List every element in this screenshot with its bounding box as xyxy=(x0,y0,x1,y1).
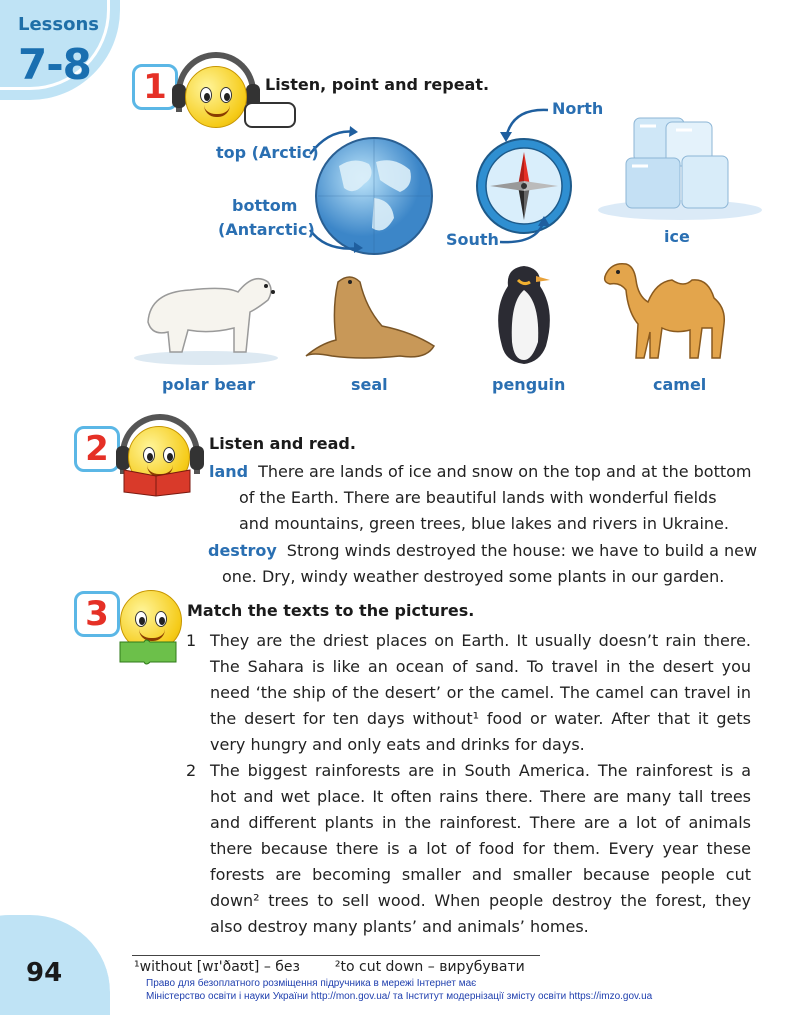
legal-notice-line-2: Міністерство освіти і науки України http://mon.gov.ua/ та Інститут модернізації змісту освіти https://imzo.gov.ua xyxy=(146,991,653,1002)
exercise-1-number: 1 xyxy=(132,64,178,110)
footnote-2: ²to cut down – вирубувати xyxy=(334,959,525,975)
exercise-1-instruction: Listen, point and repeat. xyxy=(265,75,490,94)
footnote-divider xyxy=(132,955,540,956)
penguin-illustration xyxy=(484,262,564,368)
label-polar-bear: polar bear xyxy=(162,375,256,394)
label-camel: camel xyxy=(653,375,707,394)
label-ice: ice xyxy=(664,227,690,246)
entry-word: land xyxy=(209,462,249,481)
speech-bubble xyxy=(244,102,296,128)
label-south: South xyxy=(446,230,499,249)
exercise-3-instruction: Match the texts to the pictures. xyxy=(187,601,475,620)
legal-notice-line-1: Право для безоплатного розміщення підручника в мережі Інтернет має xyxy=(146,978,477,989)
exercise-2-instruction: Listen and read. xyxy=(209,434,356,453)
match-texts xyxy=(186,628,751,940)
footnote-1: ¹without [wɪ'ðaʊt] – без xyxy=(134,959,300,975)
label-bottom: bottom xyxy=(232,196,298,215)
entry-destroy: destroy Strong winds destroyed the house: we have to build a new one. Dry, windy weather destroyed some plants in our garden. xyxy=(208,541,758,586)
ice-cubes-illustration xyxy=(596,106,764,222)
list-item: 1 They are the driest places on Earth. It usually doesn’t rain there. The Sahara is like an ocean of sand. To travel in the desert you need ‘the ship of the desert’ or the camel. The camel can travel in the desert for ten days without¹ food or water. After that it gets very hungry and only eats and drinks for days. xyxy=(186,631,751,754)
entry-land: land There are lands of ice and snow on the top and at the bottom of the Earth. There are beautiful lands with wonderful fields and mountains, green trees, blue lakes and rivers in Ukraine. xyxy=(209,462,752,533)
entry-word: destroy xyxy=(208,541,277,560)
lessons-label: Lessons xyxy=(18,14,99,35)
exercise-2-number: 2 xyxy=(74,426,120,472)
lessons-range: 7-8 xyxy=(18,40,91,89)
arrow-to-bottom xyxy=(306,226,366,256)
arrow-south xyxy=(498,216,558,248)
label-north: North xyxy=(552,99,604,118)
polar-bear-illustration xyxy=(130,262,280,366)
footnotes xyxy=(134,959,525,975)
page-number: 94 xyxy=(26,958,63,988)
label-seal: seal xyxy=(351,375,388,394)
label-top-arctic: top (Arctic) xyxy=(216,143,319,162)
list-item: 2 The biggest rainforests are in South America. The rainforest is a hot and wet place. It often rains there. There are many tall trees and different plants in the rainforest. There are a lot of animals there because there is a lot of food for them. Every year these forests are becoming smaller and smaller because people cut down² trees to sell wood. When people destroy the forest, they also destroy many plants’ and animals’ homes. xyxy=(186,761,751,936)
camel-illustration xyxy=(598,252,744,364)
exercise-3-number: 3 xyxy=(74,591,120,637)
label-antarctic: (Antarctic) xyxy=(218,220,315,239)
arrow-north xyxy=(492,104,552,144)
seal-illustration xyxy=(302,268,440,364)
label-penguin: penguin xyxy=(492,375,566,394)
